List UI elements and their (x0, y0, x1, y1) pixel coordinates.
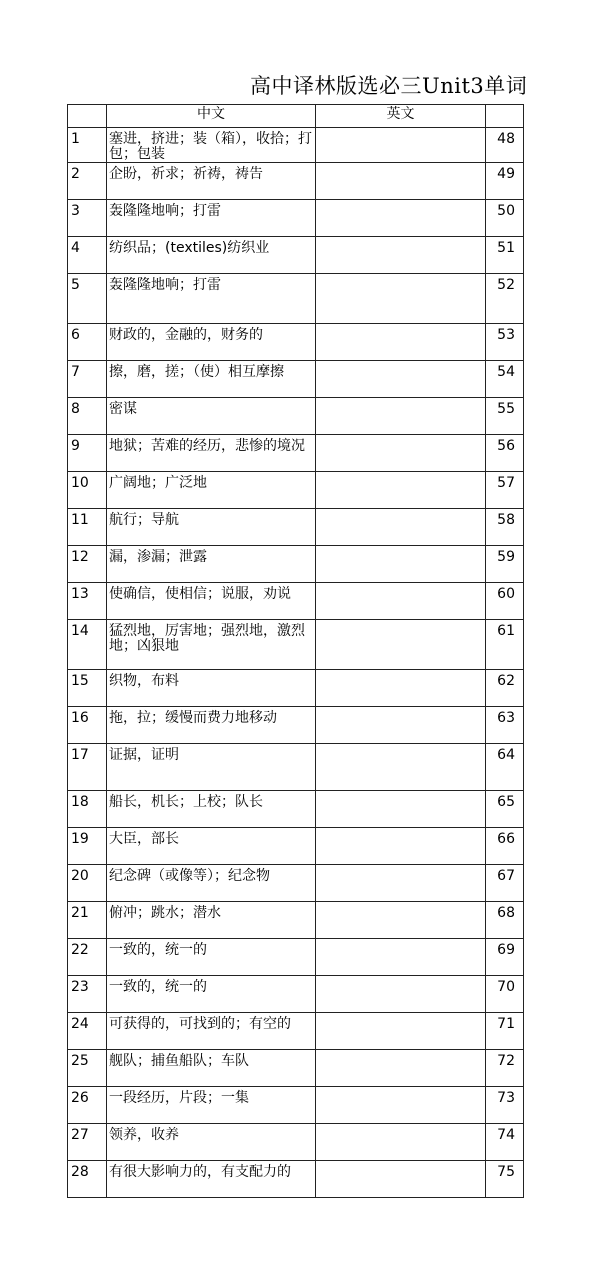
table-row (68, 976, 524, 1013)
chinese-meaning: 织物，布料 (107, 670, 316, 707)
english-answer-cell[interactable] (316, 398, 486, 435)
english-answer-cell[interactable] (316, 865, 486, 902)
chinese-meaning: 地狱；苦难的经历，悲惨的境况 (107, 435, 316, 472)
chinese-meaning: 猛烈地，厉害地；强烈地，激烈地；凶狠地 (107, 620, 316, 670)
page-title: 高中译林版选必三Unit3单词 (250, 74, 528, 98)
table-row (68, 620, 524, 670)
chinese-meaning: 一致的，统一的 (107, 976, 316, 1013)
row-index: 50 (486, 200, 524, 237)
header-num-cell (68, 105, 107, 128)
chinese-meaning: 纺织品；(textiles)纺织业 (107, 237, 316, 274)
row-number: 19 (68, 828, 107, 865)
table-row (68, 128, 524, 163)
table-row (68, 435, 524, 472)
english-answer-cell[interactable] (316, 128, 486, 163)
row-number: 10 (68, 472, 107, 509)
vocabulary-table (67, 104, 524, 1198)
row-number: 4 (68, 237, 107, 274)
english-answer-cell[interactable] (316, 744, 486, 791)
row-number: 27 (68, 1124, 107, 1161)
row-index: 71 (486, 1013, 524, 1050)
row-number: 3 (68, 200, 107, 237)
table-row (68, 939, 524, 976)
row-number: 9 (68, 435, 107, 472)
row-index: 70 (486, 976, 524, 1013)
row-index: 65 (486, 791, 524, 828)
table-row (68, 324, 524, 361)
row-index: 58 (486, 509, 524, 546)
row-index: 64 (486, 744, 524, 791)
table-row (68, 583, 524, 620)
english-answer-cell[interactable] (316, 620, 486, 670)
row-index: 75 (486, 1161, 524, 1198)
english-answer-cell[interactable] (316, 435, 486, 472)
table-row (68, 707, 524, 744)
table-row (68, 1087, 524, 1124)
row-number: 17 (68, 744, 107, 791)
row-index: 74 (486, 1124, 524, 1161)
row-index: 68 (486, 902, 524, 939)
table-row (68, 670, 524, 707)
row-index: 54 (486, 361, 524, 398)
row-number: 20 (68, 865, 107, 902)
english-answer-cell[interactable] (316, 324, 486, 361)
table-row (68, 1161, 524, 1198)
row-index: 60 (486, 583, 524, 620)
row-number: 21 (68, 902, 107, 939)
english-answer-cell[interactable] (316, 1050, 486, 1087)
chinese-meaning: 塞进，挤进；装（箱），收拾；打包；包装 (107, 128, 316, 163)
row-number: 11 (68, 509, 107, 546)
row-index: 57 (486, 472, 524, 509)
row-number: 1 (68, 128, 107, 163)
row-index: 53 (486, 324, 524, 361)
english-answer-cell[interactable] (316, 707, 486, 744)
english-answer-cell[interactable] (316, 1161, 486, 1198)
english-answer-cell[interactable] (316, 670, 486, 707)
english-answer-cell[interactable] (316, 939, 486, 976)
chinese-meaning: 漏，渗漏；泄露 (107, 546, 316, 583)
chinese-meaning: 擦，磨，搓；（使）相互摩擦 (107, 361, 316, 398)
chinese-meaning: 轰隆隆地响；打雷 (107, 200, 316, 237)
chinese-meaning: 轰隆隆地响；打雷 (107, 274, 316, 324)
english-answer-cell[interactable] (316, 472, 486, 509)
table-row (68, 200, 524, 237)
row-index: 72 (486, 1050, 524, 1087)
table-row (68, 274, 524, 324)
english-answer-cell[interactable] (316, 237, 486, 274)
row-index: 52 (486, 274, 524, 324)
chinese-meaning: 舰队；捕鱼船队；车队 (107, 1050, 316, 1087)
header-english: 英文 (316, 105, 486, 128)
english-answer-cell[interactable] (316, 1124, 486, 1161)
table-row (68, 902, 524, 939)
english-answer-cell[interactable] (316, 274, 486, 324)
table-row (68, 744, 524, 791)
chinese-meaning: 财政的，金融的，财务的 (107, 324, 316, 361)
row-number: 8 (68, 398, 107, 435)
english-answer-cell[interactable] (316, 1013, 486, 1050)
english-answer-cell[interactable] (316, 546, 486, 583)
row-index: 55 (486, 398, 524, 435)
chinese-meaning: 可获得的，可找到的；有空的 (107, 1013, 316, 1050)
row-index: 63 (486, 707, 524, 744)
row-number: 2 (68, 163, 107, 200)
table-row (68, 163, 524, 200)
table-header-row (68, 105, 524, 128)
chinese-meaning: 证据，证明 (107, 744, 316, 791)
row-number: 22 (68, 939, 107, 976)
chinese-meaning: 广阔地；广泛地 (107, 472, 316, 509)
row-number: 15 (68, 670, 107, 707)
english-answer-cell[interactable] (316, 1087, 486, 1124)
english-answer-cell[interactable] (316, 361, 486, 398)
chinese-meaning: 企盼，祈求；祈祷，祷告 (107, 163, 316, 200)
header-index-cell (486, 105, 524, 128)
chinese-meaning: 船长，机长；上校；队长 (107, 791, 316, 828)
table-row (68, 546, 524, 583)
chinese-meaning: 大臣，部长 (107, 828, 316, 865)
row-number: 26 (68, 1087, 107, 1124)
row-number: 6 (68, 324, 107, 361)
row-number: 16 (68, 707, 107, 744)
table-row (68, 1124, 524, 1161)
row-number: 12 (68, 546, 107, 583)
row-index: 66 (486, 828, 524, 865)
english-answer-cell[interactable] (316, 583, 486, 620)
chinese-meaning: 拖，拉；缓慢而费力地移动 (107, 707, 316, 744)
english-answer-cell[interactable] (316, 828, 486, 865)
row-index: 48 (486, 128, 524, 163)
english-answer-cell[interactable] (316, 902, 486, 939)
row-index: 59 (486, 546, 524, 583)
header-chinese: 中文 (107, 105, 316, 128)
row-index: 62 (486, 670, 524, 707)
row-index: 73 (486, 1087, 524, 1124)
english-answer-cell[interactable] (316, 163, 486, 200)
table-row (68, 472, 524, 509)
english-answer-cell[interactable] (316, 509, 486, 546)
row-index: 67 (486, 865, 524, 902)
chinese-meaning: 有很大影响力的，有支配力的 (107, 1161, 316, 1198)
row-number: 5 (68, 274, 107, 324)
table-row (68, 361, 524, 398)
table-row (68, 1050, 524, 1087)
table-row (68, 828, 524, 865)
table-row (68, 1013, 524, 1050)
row-number: 13 (68, 583, 107, 620)
row-index: 49 (486, 163, 524, 200)
row-number: 14 (68, 620, 107, 670)
english-answer-cell[interactable] (316, 200, 486, 237)
chinese-meaning: 一致的，统一的 (107, 939, 316, 976)
row-index: 51 (486, 237, 524, 274)
row-index: 69 (486, 939, 524, 976)
chinese-meaning: 一段经历，片段；一集 (107, 1087, 316, 1124)
english-answer-cell[interactable] (316, 976, 486, 1013)
english-answer-cell[interactable] (316, 791, 486, 828)
row-number: 23 (68, 976, 107, 1013)
row-number: 25 (68, 1050, 107, 1087)
table-row (68, 509, 524, 546)
chinese-meaning: 俯冲；跳水；潜水 (107, 902, 316, 939)
chinese-meaning: 使确信，使相信；说服，劝说 (107, 583, 316, 620)
table-row (68, 237, 524, 274)
chinese-meaning: 密谋 (107, 398, 316, 435)
row-index: 56 (486, 435, 524, 472)
row-number: 18 (68, 791, 107, 828)
chinese-meaning: 纪念碑（或像等）；纪念物 (107, 865, 316, 902)
row-number: 7 (68, 361, 107, 398)
table-row (68, 791, 524, 828)
row-index: 61 (486, 620, 524, 670)
row-number: 24 (68, 1013, 107, 1050)
table-row (68, 865, 524, 902)
chinese-meaning: 领养，收养 (107, 1124, 316, 1161)
chinese-meaning: 航行；导航 (107, 509, 316, 546)
row-number: 28 (68, 1161, 107, 1198)
table-row (68, 398, 524, 435)
